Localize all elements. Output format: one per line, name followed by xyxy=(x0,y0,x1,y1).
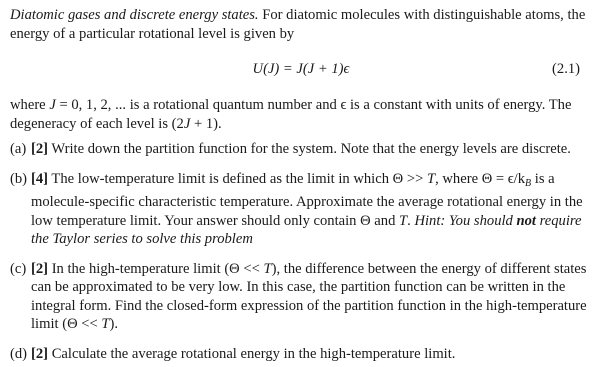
intro-paragraph xyxy=(10,6,592,43)
part-b-text-1: The low-temperature limit is defined as the limit in which Θ >> xyxy=(51,170,427,187)
where-range: = 0, 1, 2, ... is a rotational quantum number and ϵ is a constant with units of energy. xyxy=(55,97,546,113)
part-b-T-symbol-2: T xyxy=(399,212,408,229)
part-d-points: [2] xyxy=(31,345,49,362)
part-b-hint-not: not xyxy=(516,212,536,229)
part-c-T-symbol-1: T xyxy=(263,260,272,277)
where-J-symbol: J xyxy=(49,97,56,113)
part-a-points: [2] xyxy=(31,141,49,157)
part-b-hint-post: require the Taylor series to solve this problem xyxy=(31,212,582,247)
part-d xyxy=(10,345,592,364)
part-b-label: (b) xyxy=(10,170,28,187)
where-paragraph xyxy=(10,96,592,133)
part-b xyxy=(10,170,592,249)
part-c xyxy=(10,260,592,334)
part-b-hint-pre: Hint: You should xyxy=(414,212,517,229)
part-b-points: [4] xyxy=(31,170,49,187)
part-b-text-4: . xyxy=(407,212,415,229)
part-a xyxy=(10,140,592,159)
equation-expression: U(J) = J(J + 1)ϵ xyxy=(252,61,350,77)
part-a-label: (a) xyxy=(10,141,27,157)
where-pre: where xyxy=(10,97,50,113)
part-b-kB-subscript: B xyxy=(525,177,532,189)
degeneracy-post: + 1). xyxy=(190,115,222,132)
equation-number: (2.1) xyxy=(552,61,580,77)
part-c-T-symbol-2: T xyxy=(101,316,110,332)
part-b-text-3: is a molecule-specific characteristic temperature. Approximate the average rotational energy in the low temperature limit. Your answer should only contain Θ and xyxy=(31,170,583,229)
intro-title: Diatomic gases and discrete energy states. xyxy=(10,7,259,23)
part-c-points: [2] xyxy=(31,260,49,277)
degeneracy-J-symbol: J xyxy=(183,115,191,132)
part-d-label: (d) xyxy=(10,345,28,362)
part-c-text-2: ), the difference between the energy of different states can be approximated to be very low. In this case, the partition function can be written in the integral form. Find the closed-form expression of the partition function in the high-temperature limit (Θ << xyxy=(31,260,587,332)
part-b-T-symbol-1: T xyxy=(426,170,436,187)
part-c-text-3: ). xyxy=(109,316,119,332)
part-c-text-1: In the high-temperature limit (Θ << xyxy=(51,260,264,277)
part-d-text: Calculate the average rotational energy in the high-temperature limit. xyxy=(51,345,456,362)
part-c-label: (c) xyxy=(10,260,27,277)
degeneracy-pre: The degeneracy of each level is (2 xyxy=(10,97,572,132)
intro-text: For diatomic molecules with distinguishable atoms, the energy of a particular rotational level is given by xyxy=(10,7,586,42)
equation-row xyxy=(10,60,592,80)
part-a-text: Write down the partition function for the system. Note that the energy levels are discrete. xyxy=(51,141,571,157)
part-b-text-2: , where Θ = ϵ/k xyxy=(435,170,526,187)
